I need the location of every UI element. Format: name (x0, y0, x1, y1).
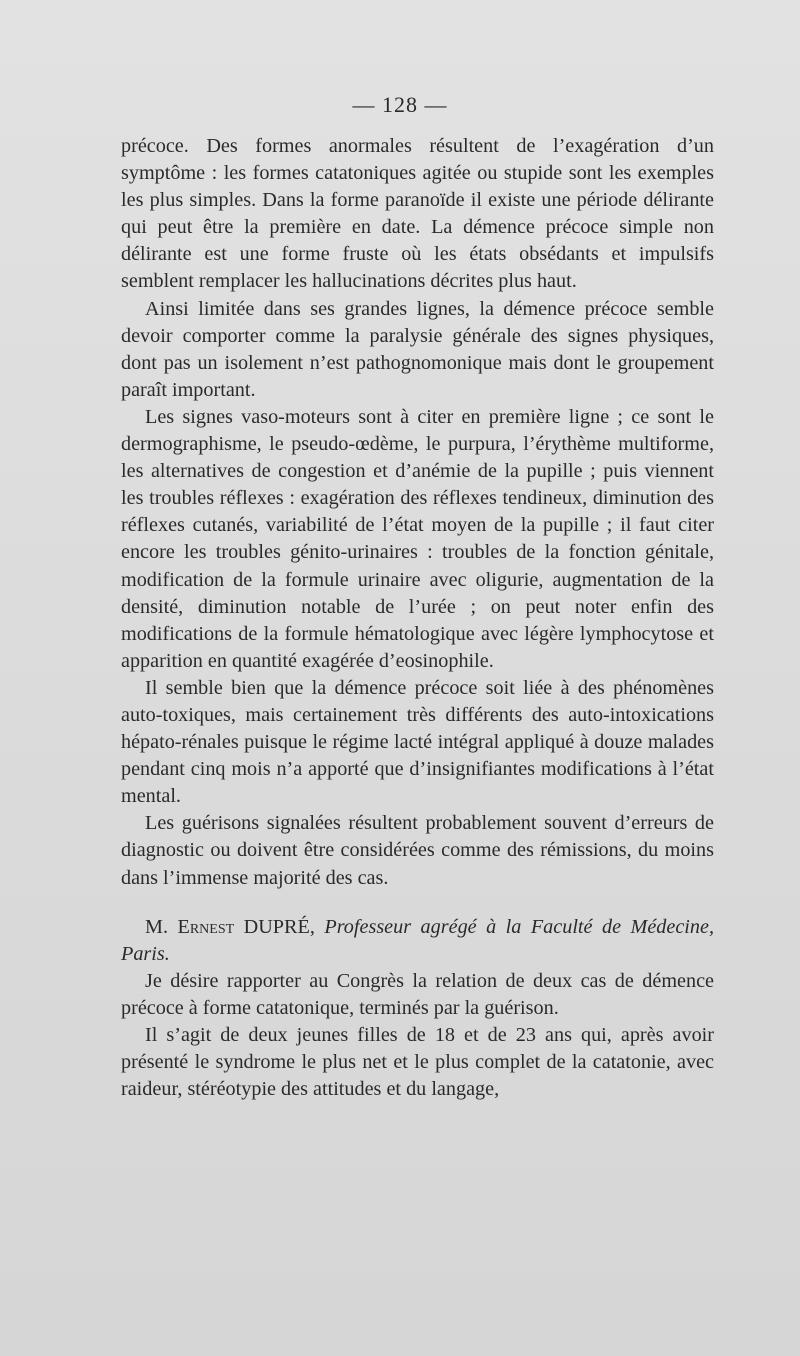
author-prefix: M. (145, 915, 178, 938)
author-first-name: Ernest (177, 915, 235, 938)
paragraph-2: Ainsi limitée dans ses grandes lignes, la démence précoce semble devoir comporter comme la paralysie générale des signes physiques, dont pas un isolement n’est pathognomonique mais dont le groupement paraît important. (121, 297, 714, 401)
paragraph-4: Il semble bien que la démence précoce soit liée à des phénomènes auto-toxiques, mais certainement très différents des auto-intoxications hépato-rénales puisque le régime lacté intégral appliqué à douze malades pendant cinq mois n’a apporté que d’insignifiantes modifications à l’état mental. (121, 676, 714, 808)
paragraph-3: Les signes vaso-moteurs sont à citer en première ligne ; ce sont le dermographisme, le pseudo-œdème, le purpura, l’érythème multiforme, les alternatives de congestion et d’anémie de la pupille ; puis viennent les troubles réflexes : exagération des réflexes tendineux, diminution des réflexes cutanés, variabilité de l’état moyen de la pupille ; il faut citer encore les troubles génito-urinaires : troubles de la fonction génitale, modification de la formule urinaire avec oligurie, augmentation de la densité, diminution notable de l’urée ; on peut noter enfin des modifications de la formule hématologique avec légère lymphocytose et apparition en quantité exagérée d’eosinophile. (121, 405, 714, 672)
section-paragraph-1: Je désire rapporter au Congrès la relation de deux cas de démence précoce à forme catatonique, terminés par la guérison. (121, 969, 714, 1019)
section-paragraph-2: Il s’agit de deux jeunes filles de 18 et de 23 ans qui, après avoir présenté le syndrome le plus net et le plus complet de la catatonie, avec raideur, stéréotypie des attitudes et du langage, (121, 1024, 714, 1101)
author-title: Professeur agrégé à la Faculté de Médecine, Paris. (121, 915, 715, 965)
paragraph-1: précoce. Des formes anormales résultent de l’exagération d’un symptôme : les formes catatoniques agitée ou stupide sont les exemples les plus simples. Dans la forme paranoïde il existe une période délirante qui peut être la première en date. La démence précoce simple non délirante est une forme fruste où les états obsédants et impulsifs semblent remplacer les hallucinations décrites plus haut. (121, 135, 714, 293)
section-heading (121, 914, 714, 968)
body-text (121, 133, 714, 1103)
author-last-name: DUPRÉ, (243, 915, 315, 938)
paragraph-5: Les guérisons signalées résultent probablement souvent d’erreurs de diagnostic ou doivent être considérées comme des rémissions, du moins dans l’immense majorité des cas. (121, 812, 714, 889)
page-number: — 128 — (352, 92, 448, 117)
